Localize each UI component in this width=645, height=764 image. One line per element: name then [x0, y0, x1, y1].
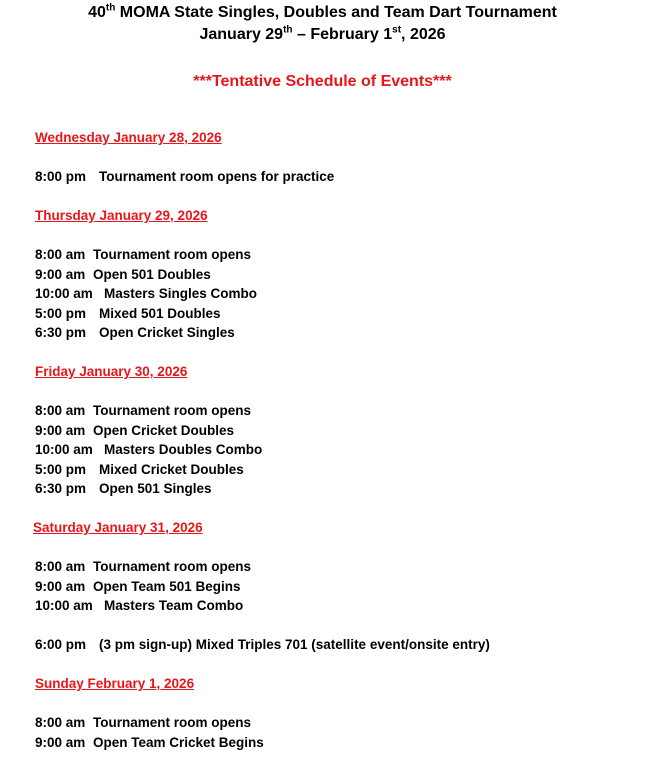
event-row [35, 714, 251, 732]
event-time: 8:00 am [35, 403, 86, 418]
event-desc: Open Cricket Doubles [93, 422, 235, 438]
title-text: MOMA State Singles, Doubles and Team Dart Tournament [115, 4, 557, 21]
event-time: 6:30 pm [35, 481, 87, 496]
event-desc: Masters Doubles Combo [104, 442, 263, 457]
event-time: 8:00 pm [35, 169, 87, 184]
event-row [35, 636, 490, 654]
event-row [35, 324, 235, 342]
event-desc: Tournament room opens [93, 403, 252, 418]
title-number: 40 [88, 4, 106, 21]
event-time: 9:00 am [35, 578, 86, 594]
event-desc: Open Cricket Singles [99, 325, 235, 340]
event-time: 5:00 pm [35, 461, 87, 477]
event-time: 8:00 am [35, 247, 86, 262]
date-start-suffix: th [283, 24, 293, 36]
document-title [0, 3, 645, 23]
event-time: 6:00 pm [35, 637, 87, 652]
event-row [35, 480, 212, 498]
date-year: , 2026 [401, 26, 446, 43]
event-time: 9:00 am [35, 422, 86, 438]
event-row [35, 266, 211, 284]
title-number-suffix: th [105, 2, 116, 14]
date-end-suffix: st [392, 24, 402, 36]
date-start: January 29 [199, 26, 284, 43]
event-desc: Masters Team Combo [104, 598, 244, 613]
document-dates [0, 25, 645, 45]
event-time: 9:00 am [35, 734, 86, 750]
event-row [35, 558, 251, 576]
event-desc: Open 501 Doubles [93, 266, 211, 282]
event-row [35, 461, 244, 479]
event-row [35, 168, 334, 186]
event-desc: (3 pm sign-up) Mixed Triples 701 (satellite event/onsite entry) [99, 637, 490, 652]
event-row [35, 734, 264, 752]
event-row [35, 305, 221, 323]
day-heading: Friday January 30, 2026 [35, 364, 188, 379]
event-time: 10:00 am [35, 442, 93, 457]
event-desc: Mixed 501 Doubles [99, 305, 221, 321]
event-time: 8:00 am [35, 715, 86, 730]
schedule-subtitle: ***Tentative Schedule of Events*** [193, 73, 452, 90]
event-row [35, 402, 251, 420]
event-row [35, 246, 251, 264]
event-time: 8:00 am [35, 559, 86, 574]
event-desc: Tournament room opens [93, 559, 252, 574]
event-row [35, 285, 257, 303]
day-heading: Saturday January 31, 2026 [33, 520, 203, 535]
event-desc: Open Team Cricket Begins [93, 734, 264, 750]
event-time: 9:00 am [35, 266, 86, 282]
event-desc: Tournament room opens [93, 247, 252, 262]
day-heading: Sunday February 1, 2026 [35, 676, 195, 691]
day-heading: Wednesday January 28, 2026 [35, 130, 222, 145]
event-row [35, 597, 243, 615]
day-heading: Thursday January 29, 2026 [35, 208, 208, 223]
event-desc: Masters Singles Combo [104, 286, 258, 301]
event-desc: Open 501 Singles [99, 481, 212, 496]
event-time: 10:00 am [35, 598, 93, 613]
event-time: 5:00 pm [35, 305, 87, 321]
event-desc: Open Team 501 Begins [93, 578, 241, 594]
event-row [35, 422, 234, 440]
date-end: – February 1 [292, 26, 393, 43]
event-desc: Tournament room opens for practice [99, 169, 335, 184]
event-row [35, 578, 241, 596]
event-desc: Tournament room opens [93, 715, 252, 730]
event-desc: Mixed Cricket Doubles [99, 461, 244, 477]
event-time: 10:00 am [35, 286, 93, 301]
event-time: 6:30 pm [35, 325, 87, 340]
event-row [35, 441, 262, 459]
